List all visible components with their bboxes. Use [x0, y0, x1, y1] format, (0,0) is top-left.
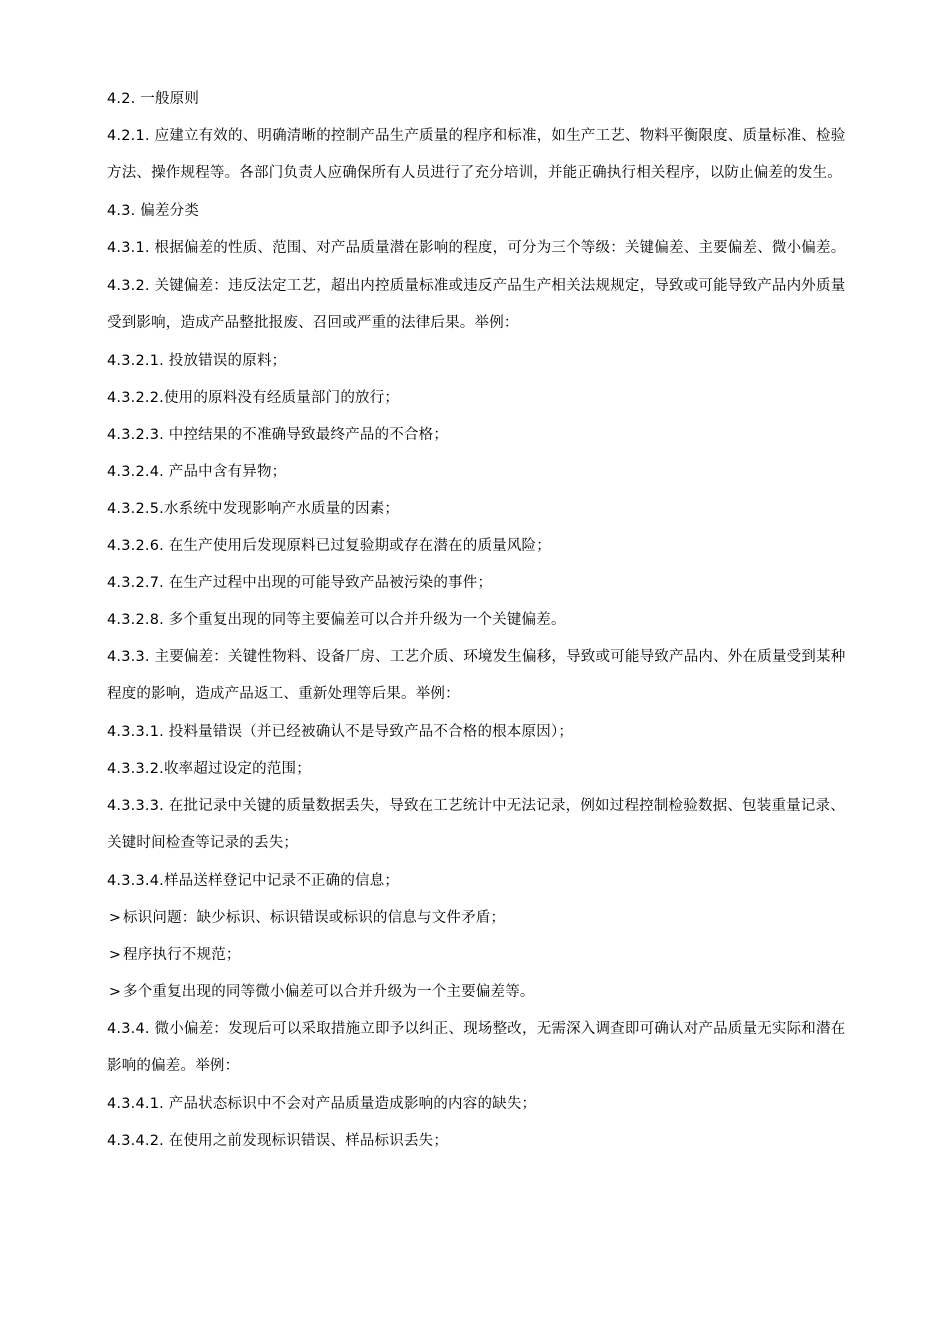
- paragraph-4-3-1: 4.3.1. 根据偏差的性质、范围、对产品质量潜在影响的程度，可分为三个等级：关键偏差、主要偏差、微小偏差。: [107, 240, 846, 256]
- bullet-text: 程序执行不规范；: [123, 947, 241, 963]
- item-4-3-3-1: 4.3.3.1. 投料量错误（并已经被确认不是导致产品不合格的根本原因）；: [107, 724, 574, 740]
- item-4-3-2-8: 4.3.2.8. 多个重复出现的同等主要偏差可以合并升级为一个关键偏差。: [107, 612, 566, 628]
- chevron-right-icon: >: [108, 984, 122, 1000]
- item-4-3-2-6: 4.3.2.6. 在生产使用后发现原料已过复验期或存在潜在的质量风险；: [107, 538, 551, 554]
- chevron-right-icon: >: [108, 910, 122, 926]
- item-4-3-2-2: 4.3.2.2.使用的原料没有经质量部门的放行；: [107, 390, 400, 406]
- item-4-3-3-4: 4.3.3.4.样品送样登记中记录不正确的信息；: [107, 873, 400, 889]
- bullet-item: [107, 906, 847, 930]
- paragraph-4-3-4: 4.3.4. 微小偏差：发现后可以采取措施立即予以纠正、现场整改，无需深入调查即可确认对产品质量无实际和潜在影响的偏差。举例：: [107, 1021, 846, 1074]
- section-4-2-heading: 4.2. 一般原则: [107, 91, 200, 107]
- item-4-3-2-4: 4.3.2.4. 产品中含有异物；: [107, 464, 287, 480]
- item-4-3-3-3: 4.3.3.3. 在批记录中关键的质量数据丢失，导致在工艺统计中无法记录，例如过程控制检验数据、包装重量记录、关键时间检查等记录的丢失；: [107, 798, 845, 851]
- section-4-3-heading: 4.3. 偏差分类: [107, 203, 200, 219]
- bullet-text: 多个重复出现的同等微小偏差可以合并升级为一个主要偏差等。: [123, 984, 535, 1000]
- item-4-3-4-2: 4.3.4.2. 在使用之前发现标识错误、样品标识丢失；: [107, 1133, 449, 1149]
- bullet-item: [107, 980, 847, 1004]
- document-body: [107, 87, 847, 1166]
- bullet-item: [107, 943, 847, 967]
- paragraph-4-3-3: 4.3.3. 主要偏差：关键性物料、设备厂房、工艺介质、环境发生偏移，导致或可能导致产品内、外在质量受到某种程度的影响，造成产品返工、重新处理等后果。举例：: [107, 649, 846, 702]
- paragraph-4-3-2: 4.3.2. 关键偏差：违反法定工艺，超出内控质量标准或违反产品生产相关法规规定，导致或可能导致产品内外质量受到影响，造成产品整批报废、召回或严重的法律后果。举例：: [107, 278, 846, 331]
- item-4-3-2-7: 4.3.2.7. 在生产过程中出现的可能导致产品被污染的事件；: [107, 575, 493, 591]
- paragraph-4-2-1: 4.2.1. 应建立有效的、明确清晰的控制产品生产质量的程序和标准，如生产工艺、物料平衡限度、质量标准、检验方法、操作规程等。各部门负责人应确保所有人员进行了充分培训，并能正确执行相关程序，以防止偏差的发生。: [107, 128, 846, 181]
- item-4-3-2-5: 4.3.2.5.水系统中发现影响产水质量的因素；: [107, 501, 400, 517]
- item-4-3-2-1: 4.3.2.1. 投放错误的原料；: [107, 353, 287, 369]
- chevron-right-icon: >: [108, 947, 122, 963]
- item-4-3-2-3: 4.3.2.3. 中控结果的不准确导致最终产品的不合格；: [107, 427, 449, 443]
- item-4-3-4-1: 4.3.4.1. 产品状态标识中不会对产品质量造成影响的内容的缺失；: [107, 1096, 537, 1112]
- bullet-text: 标识问题：缺少标识、标识错误或标识的信息与文件矛盾；: [123, 910, 506, 926]
- item-4-3-3-2: 4.3.3.2.收率超过设定的范围；: [107, 761, 311, 777]
